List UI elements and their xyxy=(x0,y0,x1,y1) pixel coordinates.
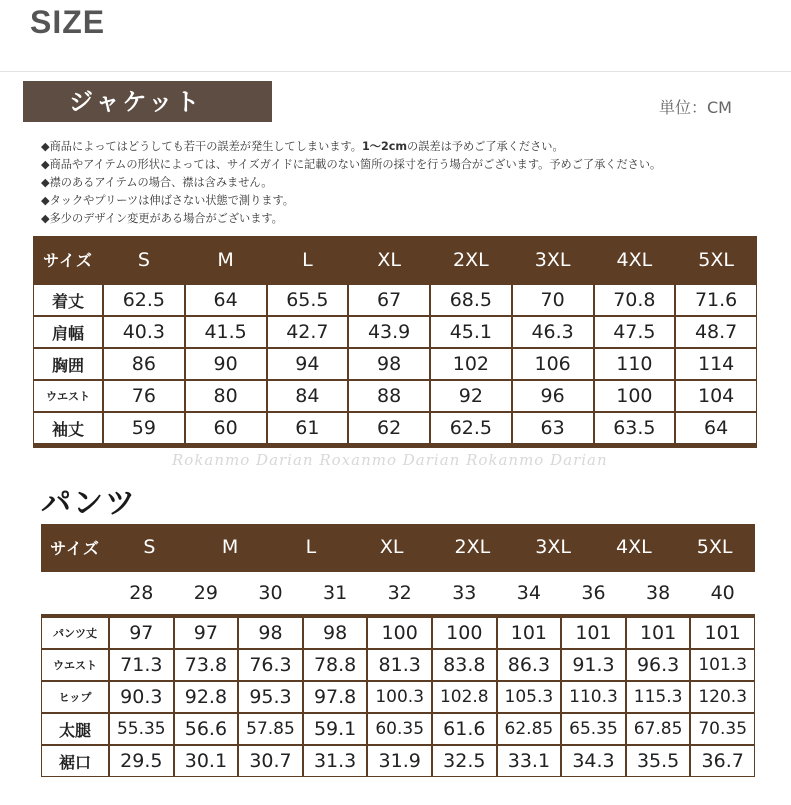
jacket-size-value: 110 xyxy=(595,349,675,379)
jacket-size-value: 45.1 xyxy=(431,317,511,347)
pants-size-header: L xyxy=(305,536,317,558)
pants-size-value: 36.7 xyxy=(691,746,754,776)
pants-size-value: 100 xyxy=(433,618,496,648)
jacket-size-value: 59 xyxy=(104,413,184,443)
pants-waist-size: 31 xyxy=(323,582,348,604)
jacket-size-value: 88 xyxy=(349,381,429,411)
pants-size-header: 5XL xyxy=(696,536,733,558)
pants-size-value: 67.85 xyxy=(627,714,690,744)
jacket-size-value: 62.5 xyxy=(431,413,511,443)
jacket-size-value: 62.5 xyxy=(104,285,184,315)
pants-row-label: ヒップ xyxy=(42,682,108,712)
jacket-size-value: 86 xyxy=(104,349,184,379)
pants-size-value: 56.6 xyxy=(175,714,238,744)
jacket-size-value: 96 xyxy=(513,381,593,411)
pants-size-value: 33.1 xyxy=(498,746,561,776)
pants-size-value: 76.3 xyxy=(239,650,302,680)
pants-size-value: 29.5 xyxy=(110,746,173,776)
pants-size-value: 101 xyxy=(562,618,625,648)
jacket-size-value: 102 xyxy=(431,349,511,379)
pants-size-value: 101.3 xyxy=(691,650,754,680)
pants-size-value: 30.1 xyxy=(175,746,238,776)
jacket-size-value: 47.5 xyxy=(595,317,675,347)
jacket-size-value: 80 xyxy=(186,381,266,411)
jacket-size-header: 5XL xyxy=(698,248,734,271)
pants-size-header: 3XL xyxy=(535,536,571,558)
pants-size-value: 102.8 xyxy=(433,682,496,712)
pants-size-value: 31.9 xyxy=(368,746,431,776)
jacket-size-value: 64 xyxy=(676,413,756,443)
pants-size-value: 91.3 xyxy=(562,650,625,680)
pants-waist-size: 34 xyxy=(516,582,541,604)
pants-size-value: 35.5 xyxy=(627,746,690,776)
jacket-size-header: XL xyxy=(377,248,401,271)
pants-waist-size: 36 xyxy=(581,582,606,604)
pants-size-table xyxy=(41,524,755,777)
pants-size-value: 78.8 xyxy=(304,650,367,680)
pants-size-value: 100 xyxy=(368,618,431,648)
pants-size-header-label: サイズ xyxy=(50,538,100,558)
size-notes xyxy=(41,138,661,228)
pants-size-value: 120.3 xyxy=(691,682,754,712)
pants-size-value: 57.85 xyxy=(239,714,302,744)
jacket-size-value: 40.3 xyxy=(104,317,184,347)
jacket-size-header-label: サイズ xyxy=(43,251,93,270)
pants-size-value: 101 xyxy=(691,618,754,648)
jacket-size-value: 68.5 xyxy=(431,285,511,315)
jacket-size-value: 98 xyxy=(349,349,429,379)
jacket-size-value: 63.5 xyxy=(595,413,675,443)
pants-size-header: XL xyxy=(379,536,404,558)
jacket-size-value: 42.7 xyxy=(268,317,348,347)
pants-size-value: 97.8 xyxy=(304,682,367,712)
jacket-size-value: 70 xyxy=(513,285,593,315)
note-line: ◆商品やアイテムの形状によっては、サイズガイドに記載のない箇所の採寸を行う場合がございます。予めご了承ください。 xyxy=(41,158,662,171)
jacket-size-header: M xyxy=(217,248,234,271)
pants-waist-size: 32 xyxy=(387,582,412,604)
pants-size-value: 97 xyxy=(110,618,173,648)
pants-waist-size: 38 xyxy=(646,582,671,604)
jacket-size-value: 64 xyxy=(186,285,266,315)
header-divider xyxy=(0,71,791,72)
pants-size-value: 55.35 xyxy=(110,714,173,744)
jacket-size-header-row xyxy=(33,236,757,283)
note-line: ◆多少のデザイン変更がある場合がございます。 xyxy=(41,212,283,225)
pants-size-value: 70.35 xyxy=(691,714,754,744)
pants-size-value: 101 xyxy=(498,618,561,648)
jacket-row-label: ウエスト xyxy=(34,381,102,411)
pants-size-value: 97 xyxy=(175,618,238,648)
pants-size-value: 95.3 xyxy=(239,682,302,712)
pants-waist-size-row xyxy=(41,572,755,614)
jacket-row-label: 袖丈 xyxy=(34,413,102,443)
jacket-size-value: 106 xyxy=(513,349,593,379)
note-line: ◆タックやプリーツは伸ばさない状態で測ります。 xyxy=(41,194,294,207)
jacket-size-value: 70.8 xyxy=(595,285,675,315)
pants-section-title: パンツ xyxy=(41,486,137,521)
pants-size-value: 73.8 xyxy=(175,650,238,680)
jacket-size-value: 41.5 xyxy=(186,317,266,347)
pants-row-label: ウエスト xyxy=(42,650,108,680)
pants-size-value: 110.3 xyxy=(562,682,625,712)
pants-size-value: 100.3 xyxy=(368,682,431,712)
jacket-size-header: 3XL xyxy=(534,248,571,271)
jacket-size-header: 4XL xyxy=(616,248,653,271)
pants-size-value: 59.1 xyxy=(304,714,367,744)
jacket-section-banner: ジャケット xyxy=(23,81,272,122)
jacket-size-value: 43.9 xyxy=(349,317,429,347)
unit-label: 単位：CM xyxy=(659,98,732,117)
jacket-size-value: 92 xyxy=(431,381,511,411)
jacket-size-header: 2XL xyxy=(453,248,489,271)
pants-size-value: 98 xyxy=(304,618,367,648)
pants-waist-size: 28 xyxy=(129,582,154,604)
note-line: ◆商品によってはどうしても若干の誤差が発生してしまいます。1～2cmの誤差は予めご了承ください。 xyxy=(41,140,564,153)
pants-waist-size: 33 xyxy=(452,582,477,604)
pants-size-header: 2XL xyxy=(454,536,491,558)
jacket-row-label: 着丈 xyxy=(34,285,102,315)
pants-size-value: 92.8 xyxy=(175,682,238,712)
pants-waist-size: 29 xyxy=(193,582,218,604)
pants-row-label: 太腿 xyxy=(42,714,108,744)
jacket-size-value: 90 xyxy=(186,349,266,379)
jacket-size-value: 60 xyxy=(186,413,266,443)
pants-size-value: 65.35 xyxy=(562,714,625,744)
pants-waist-size: 40 xyxy=(710,582,735,604)
pants-size-value: 105.3 xyxy=(498,682,561,712)
jacket-size-table xyxy=(33,236,757,448)
pants-size-value: 90.3 xyxy=(110,682,173,712)
jacket-size-value: 65.5 xyxy=(268,285,348,315)
jacket-size-value: 84 xyxy=(268,381,348,411)
pants-waist-size: 30 xyxy=(258,582,283,604)
pants-size-value: 61.6 xyxy=(433,714,496,744)
jacket-size-header: S xyxy=(137,248,150,271)
jacket-size-header: L xyxy=(302,248,313,271)
watermark: Rokanmo Darian Roxanmo Darian Rokanmo Darian xyxy=(172,451,608,469)
jacket-size-value: 71.6 xyxy=(676,285,756,315)
pants-size-value: 71.3 xyxy=(110,650,173,680)
pants-size-header: S xyxy=(143,536,156,558)
pants-size-value: 32.5 xyxy=(433,746,496,776)
jacket-size-value: 48.7 xyxy=(676,317,756,347)
pants-size-value: 62.85 xyxy=(498,714,561,744)
jacket-size-value: 63 xyxy=(513,413,593,443)
pants-size-value: 30.7 xyxy=(239,746,302,776)
pants-row-label: 裾口 xyxy=(42,746,108,776)
jacket-row-label: 胸囲 xyxy=(34,349,102,379)
pants-size-value: 34.3 xyxy=(562,746,625,776)
jacket-row-label: 肩幅 xyxy=(34,317,102,347)
pants-size-value: 115.3 xyxy=(627,682,690,712)
jacket-size-value: 61 xyxy=(268,413,348,443)
pants-size-value: 83.8 xyxy=(433,650,496,680)
jacket-size-value: 62 xyxy=(349,413,429,443)
jacket-size-value: 94 xyxy=(268,349,348,379)
jacket-size-value: 114 xyxy=(676,349,756,379)
pants-row-label: パンツ丈 xyxy=(42,618,108,648)
jacket-size-value: 76 xyxy=(104,381,184,411)
pants-size-header: M xyxy=(221,536,239,558)
pants-size-header-row xyxy=(41,524,755,570)
pants-size-value: 86.3 xyxy=(498,650,561,680)
jacket-size-value: 100 xyxy=(595,381,675,411)
page-heading: SIZE xyxy=(30,4,106,40)
pants-size-header: 4XL xyxy=(616,536,652,558)
pants-size-value: 60.35 xyxy=(368,714,431,744)
pants-size-value: 81.3 xyxy=(368,650,431,680)
pants-size-value: 31.3 xyxy=(304,746,367,776)
jacket-size-value: 67 xyxy=(349,285,429,315)
pants-size-value: 101 xyxy=(627,618,690,648)
pants-size-value: 96.3 xyxy=(627,650,690,680)
jacket-size-value: 46.3 xyxy=(513,317,593,347)
pants-size-value: 98 xyxy=(239,618,302,648)
note-line: ◆襟のあるアイテムの場合、襟は含みません。 xyxy=(41,176,273,189)
jacket-size-value: 104 xyxy=(676,381,756,411)
